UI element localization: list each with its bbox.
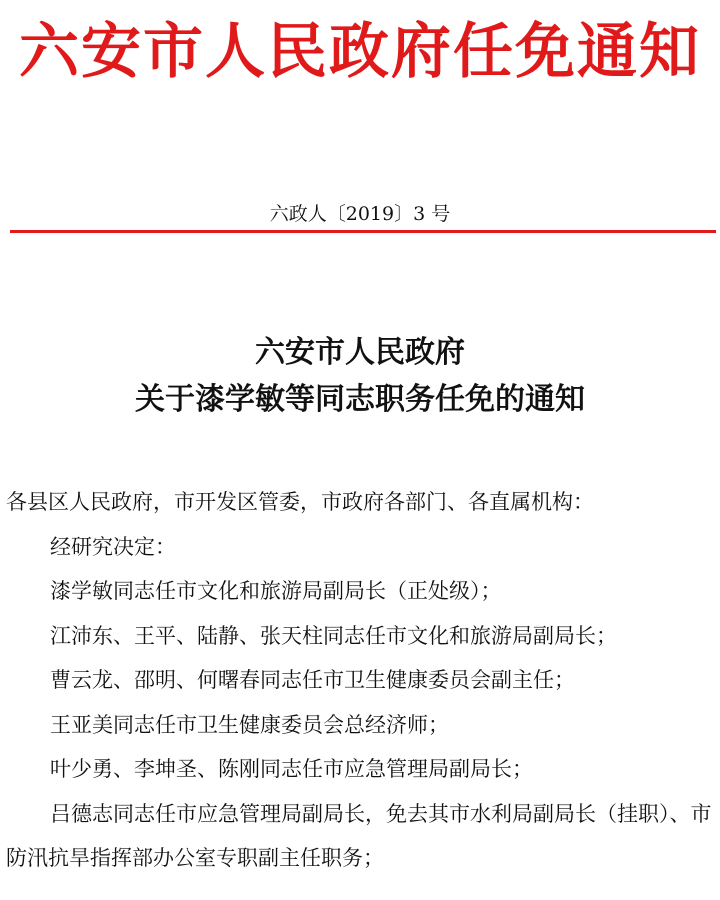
notice-body	[6, 480, 714, 881]
notice-title-line-1: 六安市人民政府	[255, 335, 465, 370]
notice-title-line-2: 关于漆学敏等同志职务任免的通知	[135, 382, 585, 417]
body-paragraph: 江沛东、王平、陆静、张天柱同志任市文化和旅游局副局长；	[50, 623, 617, 648]
body-paragraph: 曹云龙、邵明、何曙春同志任市卫生健康委员会副主任；	[50, 668, 575, 692]
body-paragraph: 叶少勇、李坤圣、陈刚同志任市应急管理局副局长；	[50, 757, 533, 781]
addressee-line: 各县区人民政府，市开发区管委，市政府各部门、各直属机构：	[6, 490, 594, 514]
body-paragraph: 漆学敏同志任市文化和旅游局副局长（正处级）；	[50, 579, 502, 603]
red-divider-rule	[10, 230, 716, 233]
body-paragraph: 吕德志同志任市应急管理局副局长，免去其市水利局副局长（挂职）、市防汛抗旱指挥部办公室专职副主任职务；	[6, 801, 712, 870]
body-paragraph: 王亚美同志任市卫生健康委员会总经济师；	[50, 712, 449, 737]
document-masthead: 六安市人民政府任免通知	[19, 17, 701, 87]
body-paragraph: 经研究决定：	[50, 534, 176, 559]
document-number: 六政人〔2019〕3 号	[269, 203, 451, 225]
